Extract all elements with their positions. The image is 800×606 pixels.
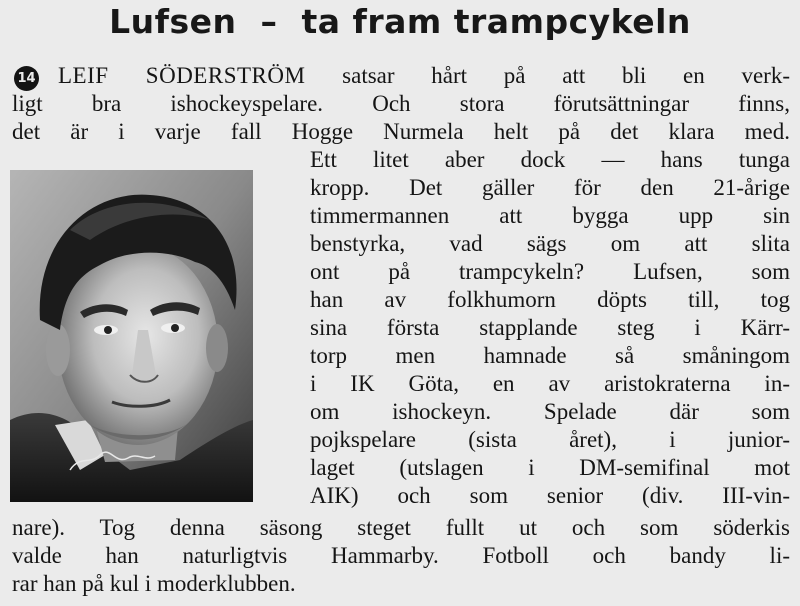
body-line-5: kropp. Det gäller för den 21-årige [310, 175, 790, 200]
body-line-8: ont på trampcykeln? Lufsen, som [310, 259, 790, 284]
body-line-11: torp men hamnade så småningom [310, 343, 790, 368]
portrait-illustration [10, 170, 253, 502]
body-line-16: AIK) och som senior (div. III-vin- [310, 483, 790, 508]
body-line-13: om ishockeyn. Spelade där som [310, 399, 790, 424]
article-number-badge: 14 [14, 66, 39, 91]
body-line-2: ligt bra ishockeyspelare. Och stora förutsättningar finns, [12, 91, 790, 116]
body-line-17: nare). Tog denna säsong steget fullt ut och som söderkis [12, 515, 790, 540]
body-line-1-text: satsar hårt på att bli en verk- [305, 63, 790, 88]
body-line-6: timmermannen att bygga upp sin [310, 203, 790, 228]
body-line-18: valde han naturligtvis Hammarby. Fotboll och bandy li- [12, 543, 790, 568]
body-line-10: sina första stapplande steg i Kärr- [310, 315, 790, 340]
body-line-1 [58, 62, 790, 89]
body-line-14: pojkspelare (sista året), i junior- [310, 427, 790, 452]
player-photo [10, 170, 253, 502]
body-line-9: han av folkhumorn döpts till, tog [310, 287, 790, 312]
player-name: LEIF SÖDERSTRÖM [58, 63, 306, 88]
body-line-15: laget (utslagen i DM-semifinal mot [310, 455, 790, 480]
body-line-19: rar han på kul i moderklubben. [12, 571, 296, 596]
body-line-3: det är i varje fall Hogge Nurmela helt på det klara med. [12, 119, 790, 144]
body-line-4: Ett litet aber dock — hans tunga [310, 147, 790, 172]
body-line-7: benstyrka, vad sägs om att slita [310, 231, 790, 256]
body-line-12: i IK Göta, en av aristokraterna in- [310, 371, 790, 396]
article-headline: Lufsen – ta fram trampcykeln [109, 2, 691, 41]
